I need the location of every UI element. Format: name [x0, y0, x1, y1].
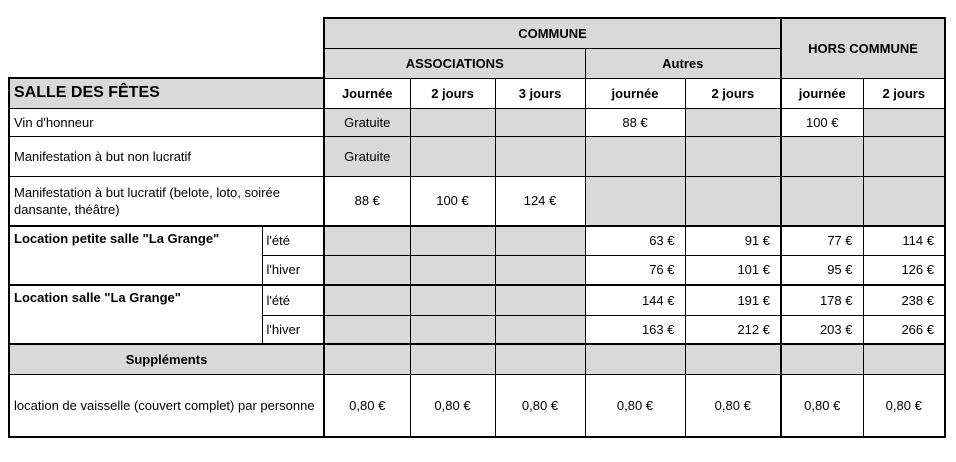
cell-empty	[324, 285, 410, 315]
cell-empty	[863, 176, 945, 226]
season-label: l'été	[262, 226, 324, 255]
cell-value: 63 €	[585, 226, 685, 255]
cell-value: 238 €	[863, 285, 945, 315]
cell-value: 0,80 €	[495, 374, 585, 437]
table-row	[9, 108, 945, 136]
col-asso-3-jours: 3 jours	[495, 78, 585, 108]
table-row	[9, 226, 945, 255]
header-hors-commune: HORS COMMUNE	[781, 18, 945, 78]
cell-empty	[495, 344, 585, 374]
col-autres-2-jours: 2 jours	[685, 78, 781, 108]
cell-value: 124 €	[495, 176, 585, 226]
cell-value: 88 €	[585, 108, 685, 136]
cell-value: 77 €	[781, 226, 863, 255]
cell-empty	[585, 136, 685, 176]
cell-value: 95 €	[781, 255, 863, 285]
header-associations: ASSOCIATIONS	[324, 48, 585, 78]
cell-value: 0,80 €	[410, 374, 495, 437]
cell-value: 0,80 €	[685, 374, 781, 437]
cell-value: 76 €	[585, 255, 685, 285]
cell-empty	[410, 255, 495, 285]
table-row	[9, 176, 945, 226]
cell-value: 203 €	[781, 315, 863, 344]
empty-corner-2	[9, 48, 324, 78]
table-row	[9, 374, 945, 437]
cell-empty	[685, 176, 781, 226]
cell-value: Gratuite	[324, 136, 410, 176]
supplements-label: Suppléments	[9, 344, 324, 374]
header-commune: COMMUNE	[324, 18, 781, 48]
cell-value: 114 €	[863, 226, 945, 255]
season-label: l'hiver	[262, 315, 324, 344]
season-label: l'hiver	[262, 255, 324, 285]
cell-empty	[781, 176, 863, 226]
table-row	[9, 344, 945, 374]
cell-value: 100 €	[410, 176, 495, 226]
row-label: Location petite salle "La Grange"	[9, 226, 262, 285]
cell-empty	[863, 344, 945, 374]
row-label: Location salle "La Grange"	[9, 285, 262, 344]
cell-value: 88 €	[324, 176, 410, 226]
cell-value: 178 €	[781, 285, 863, 315]
empty-corner	[9, 18, 324, 48]
row-label: Vin d'honneur	[9, 108, 324, 136]
col-asso-2-jours: 2 jours	[410, 78, 495, 108]
col-autres-journee: journée	[585, 78, 685, 108]
cell-value: 191 €	[685, 285, 781, 315]
row-label: Manifestation à but non lucratif	[9, 136, 324, 176]
cell-empty	[685, 344, 781, 374]
row-label: Manifestation à but lucratif (belote, loto, soirée dansante, théâtre)	[9, 176, 324, 226]
cell-empty	[324, 226, 410, 255]
cell-empty	[685, 108, 781, 136]
table-row	[9, 285, 945, 315]
cell-empty	[324, 255, 410, 285]
cell-empty	[495, 108, 585, 136]
cell-empty	[495, 255, 585, 285]
cell-value: 101 €	[685, 255, 781, 285]
cell-empty	[863, 136, 945, 176]
cell-value: 163 €	[585, 315, 685, 344]
cell-empty	[495, 136, 585, 176]
cell-empty	[410, 226, 495, 255]
cell-empty	[863, 108, 945, 136]
cell-value: Gratuite	[324, 108, 410, 136]
cell-value: 144 €	[585, 285, 685, 315]
col-hors-journee: journée	[781, 78, 863, 108]
cell-empty	[781, 136, 863, 176]
cell-empty	[495, 315, 585, 344]
cell-empty	[410, 108, 495, 136]
cell-empty	[495, 226, 585, 255]
cell-empty	[324, 315, 410, 344]
cell-empty	[410, 285, 495, 315]
cell-empty	[410, 136, 495, 176]
cell-value: 126 €	[863, 255, 945, 285]
cell-value: 91 €	[685, 226, 781, 255]
cell-value: 100 €	[781, 108, 863, 136]
cell-value: 266 €	[863, 315, 945, 344]
col-hors-2-jours: 2 jours	[863, 78, 945, 108]
header-autres: Autres	[585, 48, 781, 78]
table-row	[9, 136, 945, 176]
cell-value: 0,80 €	[324, 374, 410, 437]
cell-empty	[585, 176, 685, 226]
cell-value: 0,80 €	[585, 374, 685, 437]
cell-empty	[685, 136, 781, 176]
cell-empty	[324, 344, 410, 374]
table-title: SALLE DES FÊTES	[9, 78, 324, 108]
cell-value: 0,80 €	[781, 374, 863, 437]
tarifs-table	[8, 17, 946, 438]
cell-value: 0,80 €	[863, 374, 945, 437]
row-label: location de vaisselle (couvert complet) par personne	[9, 374, 324, 437]
cell-empty	[585, 344, 685, 374]
cell-empty	[410, 315, 495, 344]
cell-empty	[410, 344, 495, 374]
cell-empty	[495, 285, 585, 315]
col-asso-journee: Journée	[324, 78, 410, 108]
season-label: l'été	[262, 285, 324, 315]
cell-value: 212 €	[685, 315, 781, 344]
cell-empty	[781, 344, 863, 374]
